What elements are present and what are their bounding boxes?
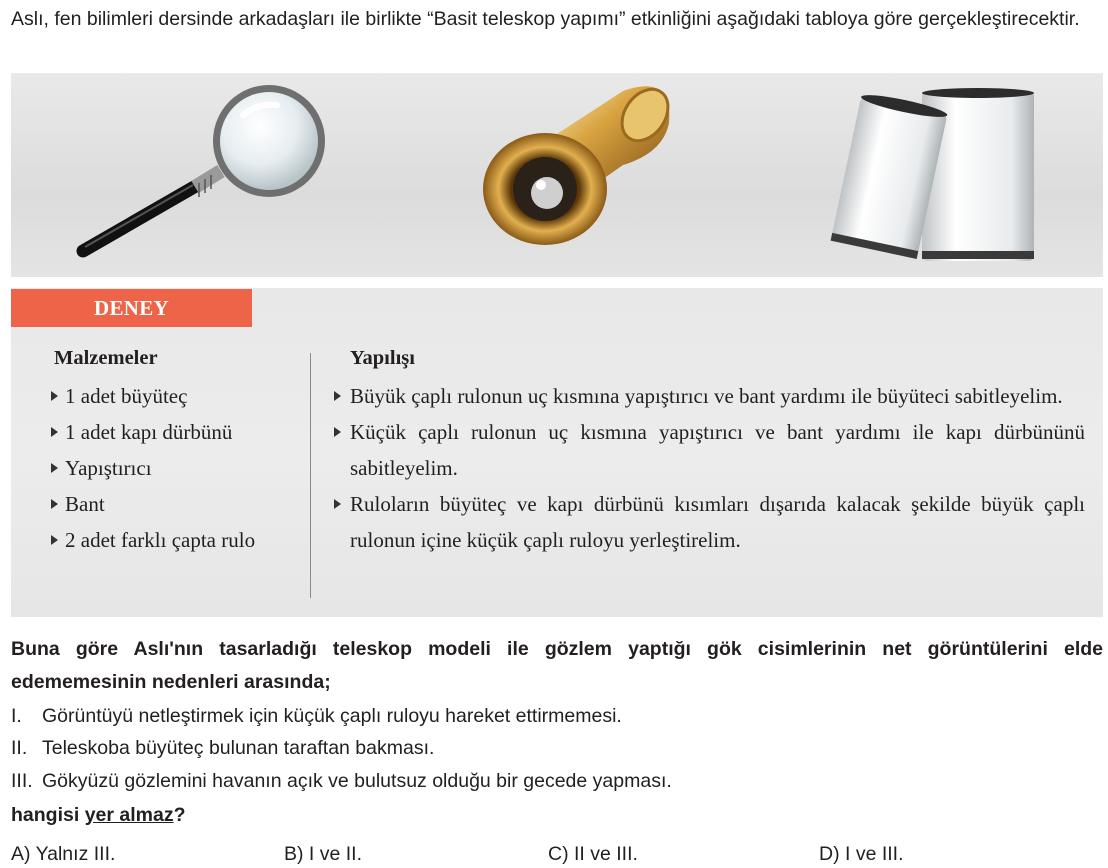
list-item: Bant xyxy=(51,486,255,522)
option-d[interactable]: D) I ve III. xyxy=(819,843,904,865)
door-viewer-icon xyxy=(473,73,693,277)
steps-list xyxy=(332,378,1085,558)
experiment-title: DENEY xyxy=(11,289,252,327)
list-item: Büyük çaplı rulonun uç kısmına yapıştırıcı ve bant yardımı ile büyüteci sabitleyelim. xyxy=(332,378,1085,414)
bullet-arrow-icon xyxy=(334,427,341,437)
list-item: 2 adet farklı çapta rulo xyxy=(51,522,255,558)
list-item: 1 adet büyüteç xyxy=(51,378,255,414)
experiment-panel xyxy=(11,288,1103,617)
question-prompt: hangisi yer almaz? xyxy=(11,804,186,826)
question-stem: Buna göre Aslı'nın tasarladığı teleskop modeli ile gözlem yaptığı gök cisimlerinin net görüntülerini elde edememesinin nedenleri arasında; xyxy=(11,638,1103,693)
option-b[interactable]: B) I ve II. xyxy=(284,843,363,865)
bullet-arrow-icon xyxy=(51,391,58,401)
underlined-phrase: yer almaz xyxy=(84,804,174,826)
statement-3: III. Gökyüzü gözlemini havanın açık ve bulutsuz olduğu bir gecede yapması. xyxy=(11,770,672,792)
paper-roll-icon xyxy=(826,73,1056,277)
steps-header: Yapılışı xyxy=(350,347,415,369)
list-item: Yapıştırıcı xyxy=(51,450,255,486)
list-item: Küçük çaplı rulonun uç kısmına yapıştırıcı ve bant yardımı ile kapı dürbününü sabitleyelim. xyxy=(332,414,1085,486)
materials-photo-strip xyxy=(11,73,1103,277)
bullet-arrow-icon xyxy=(51,535,58,545)
materials-header: Malzemeler xyxy=(54,347,158,369)
bullet-arrow-icon xyxy=(51,463,58,473)
option-a[interactable]: A) Yalnız III. xyxy=(11,843,116,865)
bullet-arrow-icon xyxy=(51,499,58,509)
option-c[interactable]: C) II ve III. xyxy=(548,843,638,865)
bullet-arrow-icon xyxy=(334,391,341,401)
statement-1: I. Görüntüyü netleştirmek için küçük çaplı ruloyu hareket ettirmemesi. xyxy=(11,705,622,727)
bullet-arrow-icon xyxy=(334,499,341,509)
list-item: Ruloların büyüteç ve kapı dürbünü kısımları dışarıda kalacak şekilde büyük çaplı rulonun içine küçük çaplı ruloyu yerleştirelim. xyxy=(332,486,1085,558)
materials-list xyxy=(51,378,255,558)
magnifier-icon xyxy=(73,73,343,277)
column-divider xyxy=(310,353,311,598)
list-item: 1 adet kapı dürbünü xyxy=(51,414,255,450)
statement-2: II. Teleskoba büyüteç bulunan taraftan bakması. xyxy=(11,737,435,759)
bullet-arrow-icon xyxy=(51,427,58,437)
intro-text: Aslı, fen bilimleri dersinde arkadaşları ile birlikte “Basit teleskop yapımı” etkinliğini aşağıdaki tabloya göre gerçekleştirecektir. xyxy=(11,8,1080,30)
